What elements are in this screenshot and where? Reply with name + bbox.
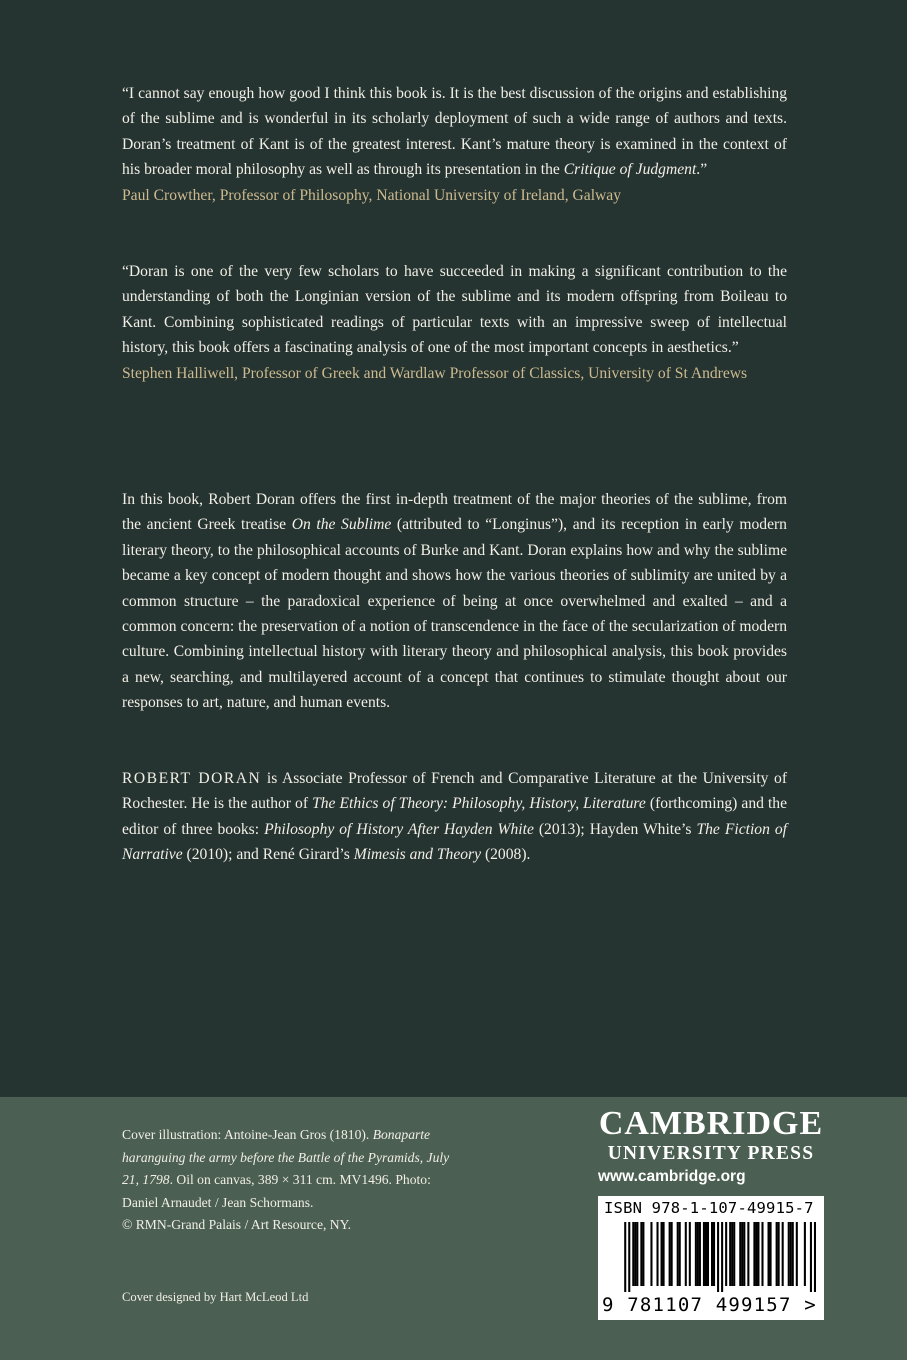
book-title: Mimesis and Theory bbox=[353, 846, 482, 864]
book-title: The Ethics of Theory: Philosophy, History, Literature bbox=[312, 795, 646, 813]
barcode-bar bbox=[741, 1222, 743, 1286]
barcode-bar bbox=[721, 1222, 723, 1292]
review-quote-text: “I cannot say enough how good I think this book is. It is the best discussion of the origins and establishing of the sublime and is wonderful in its scholarly deployment of such a wide range of authors and texts. Doran’s treatment of Kant is of the greatest interest. Kant’s mature theory is examined in the context of his broader moral philosophy as well as through its presentation in the Critique of Judgment.” bbox=[122, 85, 787, 179]
barcode-bars bbox=[604, 1222, 820, 1292]
book-title: Philosophy of History After Hayden White bbox=[264, 820, 534, 838]
barcode-bar bbox=[663, 1222, 665, 1286]
barcode-bar bbox=[628, 1222, 630, 1292]
review-attribution: Stephen Halliwell, Professor of Greek and Wardlaw Professor of Classics, University of St Andrews bbox=[122, 364, 748, 382]
barcode-bar bbox=[731, 1222, 733, 1286]
publisher-url: www.cambridge.org bbox=[598, 1168, 746, 1185]
author-name: ROBERT DORAN bbox=[122, 770, 262, 787]
barcode-bar bbox=[782, 1222, 784, 1286]
barcode-bar bbox=[725, 1222, 727, 1286]
barcode-bar bbox=[636, 1222, 638, 1286]
barcode-bar bbox=[743, 1222, 745, 1286]
publisher-logo bbox=[598, 1105, 824, 1165]
barcode-bar bbox=[778, 1222, 780, 1286]
barcode-bar bbox=[707, 1222, 709, 1286]
publisher-press: UNIVERSITY PRESS bbox=[607, 1143, 815, 1164]
barcode-bar bbox=[705, 1222, 707, 1286]
publisher-name: CAMBRIDGE bbox=[598, 1105, 824, 1142]
barcode-bar bbox=[677, 1222, 679, 1286]
barcode-bar bbox=[685, 1222, 687, 1286]
book-title: The Fiction of Narrative bbox=[122, 820, 787, 864]
barcode-bar bbox=[790, 1222, 792, 1286]
barcode-bar bbox=[703, 1222, 705, 1286]
barcode-bar bbox=[689, 1222, 691, 1286]
artwork-title: Bonaparte haranguing the army before the Battle of the Pyramids, July 21, 1798 bbox=[122, 1127, 450, 1187]
barcode-bar bbox=[669, 1222, 671, 1286]
barcode-bar bbox=[761, 1222, 763, 1286]
barcode-bar bbox=[642, 1222, 644, 1286]
book-title: Critique of Judgment bbox=[563, 161, 697, 179]
barcode-bar bbox=[770, 1222, 772, 1286]
barcode-bar bbox=[814, 1222, 816, 1292]
author-bio: ROBERT DORAN is Associate Professor of French and Comparative Literature at the University of Rochester. He is the author of The Ethics of Theory: Philosophy, History, Literature (forthcoming) and the editor of three books: Philosophy of History After Hayden White (2013); Hayden White’s The Fiction of Narrative (2010); and René Girard’s Mimesis and Theory (2008). bbox=[122, 770, 788, 864]
barcode-digits: 9 781107 499157 > bbox=[602, 1294, 817, 1316]
barcode-bar bbox=[717, 1222, 719, 1292]
barcode-bar bbox=[757, 1222, 759, 1286]
barcode-bar bbox=[695, 1222, 697, 1286]
barcode-bar bbox=[711, 1222, 713, 1286]
barcode-bar bbox=[747, 1222, 749, 1286]
barcode-bar bbox=[632, 1222, 634, 1286]
book-title: On the Sublime bbox=[291, 516, 392, 534]
barcode-bar bbox=[733, 1222, 735, 1286]
barcode-bar bbox=[671, 1222, 673, 1286]
barcode-bar bbox=[640, 1222, 642, 1286]
review-attribution: Paul Crowther, Professor of Philosophy, National University of Ireland, Galway bbox=[122, 186, 622, 204]
barcode-bar bbox=[679, 1222, 681, 1286]
designer-credit: Cover designed by Hart McLeod Ltd bbox=[122, 1290, 309, 1304]
barcode-bar bbox=[650, 1222, 652, 1286]
barcode-bar bbox=[776, 1222, 778, 1286]
barcode-bar bbox=[634, 1222, 636, 1286]
barcode-bar bbox=[788, 1222, 790, 1286]
photo-credit: © RMN-Grand Palais / Art Resource, NY. bbox=[122, 1217, 352, 1232]
barcode-bar bbox=[697, 1222, 699, 1286]
barcode-bar bbox=[753, 1222, 755, 1286]
barcode-bar bbox=[656, 1222, 658, 1286]
book-description: In this book, Robert Doran offers the first in-depth treatment of the major theories of the sublime, from the ancient Greek treatise On the Sublime (attributed to “Longinus”), and its reception in early modern literary theory, to the philosophical accounts of Burke and Kant. Doran explains how and why the sublime became a key concept of modern thought and shows how the various theories of sublimity are united by a common structure – the paradoxical experience of being at once overwhelmed and exalted – and a common concern: the preservation of a notion of transcendence in the face of the secularization of modern culture. Combining intellectual history with literary theory and philosophical analysis, this book provides a new, searching, and multilayered account of a concept that continues to stimulate thought about our responses to art, nature, and human events. bbox=[122, 491, 787, 712]
barcode-bar bbox=[804, 1222, 806, 1286]
barcode-bar bbox=[768, 1222, 770, 1286]
review-quote-1 bbox=[122, 81, 787, 208]
barcode-bar bbox=[739, 1222, 741, 1286]
barcode-bar bbox=[755, 1222, 757, 1286]
barcode-bar bbox=[729, 1222, 731, 1286]
barcode-bar bbox=[792, 1222, 794, 1286]
barcode-bar bbox=[661, 1222, 663, 1286]
barcode-bar bbox=[699, 1222, 701, 1286]
barcode-bar bbox=[810, 1222, 812, 1292]
cover-illustration-credit: Cover illustration: Antoine-Jean Gros (1810). Bonaparte haranguing the army before the Battle of the Pyramids, July 21, 1798. Oil on canvas, 389 × 311 cm. MV1496. Photo: Daniel Arnaudet / Jean Schormans. © RMN-Grand Palais / Art Resource, NY. bbox=[122, 1127, 450, 1232]
barcode-bar bbox=[713, 1222, 715, 1286]
isbn-label: ISBN 978-1-107-49915-7 bbox=[604, 1199, 814, 1217]
barcode-bar bbox=[796, 1222, 798, 1286]
review-quote-2 bbox=[122, 259, 787, 386]
review-quote-text: “Doran is one of the very few scholars to have succeeded in making a significant contribution to the understanding of both the Longinian version of the sublime and its modern offspring from Boileau to Kant. Combining sophisticated readings of particular texts with an impressive sweep of intellectual history, this book offers a fascinating analysis of one of the most important concepts in aesthetics.” bbox=[122, 263, 787, 357]
barcode-bar bbox=[624, 1222, 626, 1292]
